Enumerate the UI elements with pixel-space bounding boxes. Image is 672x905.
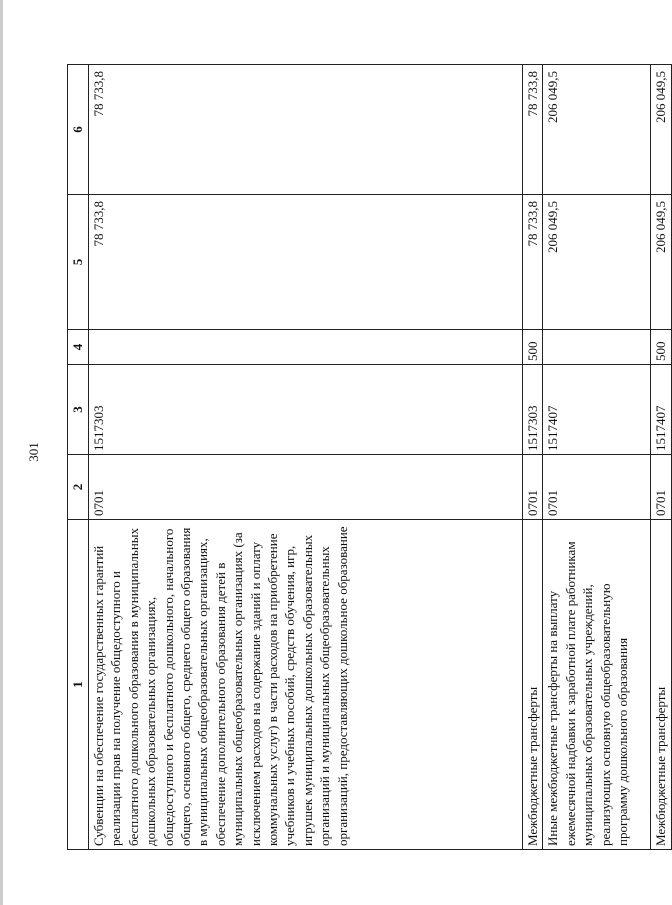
target-code: 1517303 xyxy=(89,365,523,455)
amount-plan: 206 049,5 xyxy=(543,195,651,330)
header-cell: 4 xyxy=(68,330,89,365)
section-code: 0701 xyxy=(651,455,671,520)
row-description: Субвенции на обеспечение государственных гарантий реализации прав на получение общедоступного и бесплатного дошкольного образования в муниципальных дошкольных образовательных организациях, общедоступного и бесплатного дошкольного, начального общего, основного общего, среднего общего образования в муниципальных общеобразовательных организациях, обеспечение дополнительного образования детей в муниципальных общеобразовательных организациях (за исключением расходов на содержание зданий и оплату коммунальных услуг) в части расходов на приобретение учебников и учебных пособий, средств обучения, игр, игрушек муниципальных дошкольных образовательных организаций и муниципальных общеобразовательных организаций, предоставляющих дошкольное образование xyxy=(89,520,523,850)
expense-type xyxy=(89,330,523,365)
section-code: 0701 xyxy=(543,455,651,520)
section-code: 0701 xyxy=(523,455,543,520)
expense-type xyxy=(543,330,651,365)
target-code: 1517407 xyxy=(543,365,651,455)
amount-total: 78 733,8 xyxy=(89,65,523,195)
header-row xyxy=(68,65,89,850)
amount-plan: 78 733,8 xyxy=(89,195,523,330)
table-row xyxy=(523,65,543,850)
expense-type: 500 xyxy=(523,330,543,365)
amount-total: 78 733,8 xyxy=(523,65,543,195)
amount-plan: 206 049,5 xyxy=(651,195,671,330)
table-row xyxy=(543,65,651,850)
section-code: 0701 xyxy=(89,455,523,520)
row-description: Межбюджетные трансферты xyxy=(523,520,543,850)
amount-total: 206 049,5 xyxy=(651,65,671,195)
target-code: 1517407 xyxy=(651,365,671,455)
table-row xyxy=(89,65,523,850)
header-cell: 2 xyxy=(68,455,89,520)
row-description: Иные межбюджетные трансферты на выплату ежемесячной надбавки к заработной плате работникам муниципальных образовательных учреждений, реализующих основную общеобразовательную программу дошкольного образования xyxy=(543,520,651,850)
expense-type: 500 xyxy=(651,330,671,365)
amount-total: 206 049,5 xyxy=(543,65,651,195)
header-cell: 6 xyxy=(68,65,89,195)
table-row xyxy=(651,65,671,850)
amount-plan: 78 733,8 xyxy=(523,195,543,330)
header-cell: 5 xyxy=(68,195,89,330)
scan-edge xyxy=(0,0,3,905)
rotated-table-wrapper xyxy=(67,65,669,850)
header-cell: 3 xyxy=(68,365,89,455)
header-cell: 1 xyxy=(68,520,89,850)
row-description: Межбюджетные трансферты xyxy=(651,520,671,850)
budget-table xyxy=(67,64,672,850)
target-code: 1517303 xyxy=(523,365,543,455)
page-number-text: 301 xyxy=(26,442,41,462)
